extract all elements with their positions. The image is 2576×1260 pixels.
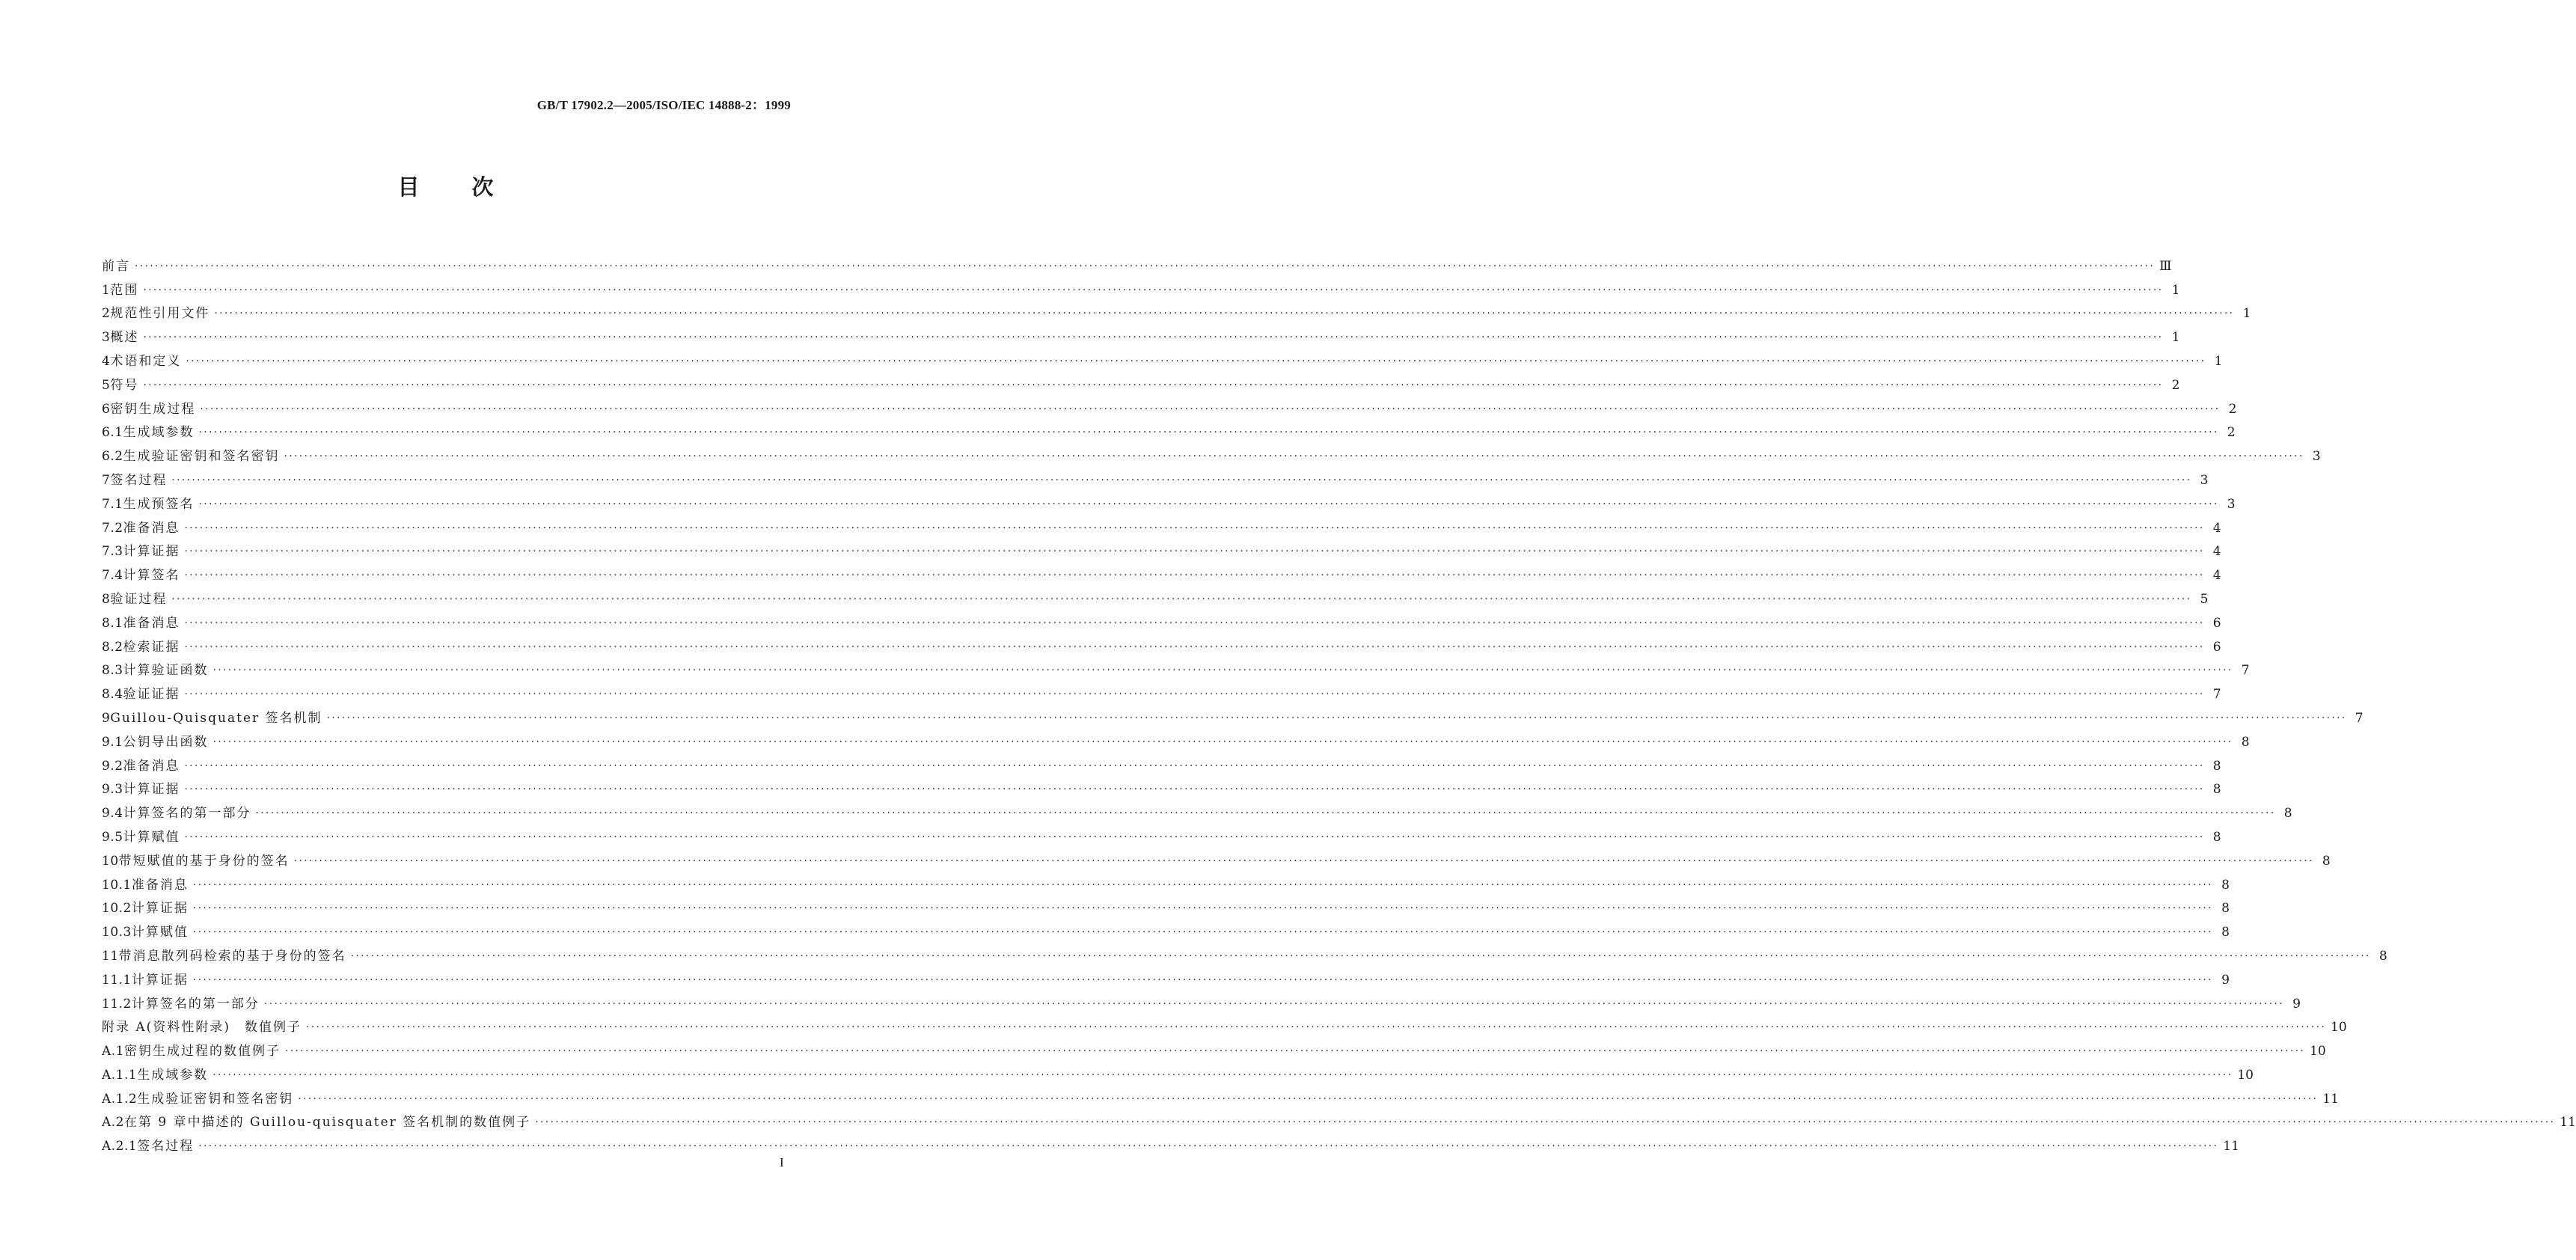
toc-entry[interactable] [102,298,2251,322]
toc-entry-label: 签名过程 [110,472,168,488]
toc-entry[interactable] [102,916,2230,941]
toc-entry-page: 5 [2200,591,2209,607]
toc-entry-number: 11.1 [102,972,132,988]
toc-entry-label: 准备消息 [123,520,180,536]
toc-entry-label: 签名过程 [137,1139,195,1155]
toc-entry[interactable] [102,1035,2326,1059]
toc-leader-dots: ················································································································································································································································································································································································································ [143,331,2164,344]
page-number: I [780,1155,784,1169]
toc-entry[interactable] [102,893,2230,917]
toc-entry-label: 计算赋值 [123,829,180,845]
toc-entry-number: 7.2 [102,520,123,536]
toc-entry-page: 6 [2212,615,2221,631]
toc-entry-number: 10.1 [102,877,132,893]
toc-leader-dots: ················································································································································································································································································································································································································ [184,640,2205,653]
toc-entry-number: A.1.1 [102,1067,138,1083]
toc-entry[interactable] [102,869,2230,893]
toc-entry-label: 生成预签名 [123,496,195,512]
toc-entry-page: 10 [2310,1044,2326,1059]
toc-entry[interactable] [102,940,2387,964]
toc-entry-number: 7.4 [102,568,123,584]
toc-entry[interactable] [102,512,2221,536]
toc-leader-dots: ················································································································································································································································································································································································································ [186,355,2206,367]
toc-entry-label: 准备消息 [123,615,180,631]
toc-entry-page: 9 [2221,972,2230,988]
toc-leader-dots: ················································································································································································································································································································································································································ [143,284,2164,296]
toc-entry-label: 计算证据 [131,901,189,917]
toc-entry-page: 8 [2322,853,2331,869]
toc-entry[interactable] [102,797,2292,822]
toc-leader-dots: ················································································································································································································································································································································································································ [184,831,2205,843]
toc-entry-number: 9.5 [102,829,123,845]
toc-entry[interactable] [102,1130,2239,1155]
toc-entry-page: 6 [2212,639,2221,655]
toc-entry-number: 8.2 [102,639,123,655]
table-of-contents [102,250,2576,1155]
toc-entry[interactable] [102,274,2180,298]
toc-entry-page: 11 [2322,1091,2339,1107]
toc-entry-page: 9 [2292,996,2301,1012]
toc-leader-dots: ················································································································································································································································································································································································································ [192,902,2213,915]
toc-entry-page: 1 [2242,306,2251,322]
toc-entry[interactable] [102,964,2230,988]
toc-entry-label: 生成域参数 [137,1067,209,1083]
toc-entry-number: 7 [102,472,111,488]
toc-entry[interactable] [102,607,2221,631]
toc-entry-number: A.2.1 [102,1139,138,1155]
toc-leader-dots: ················································································································································································································································································································································································································ [184,569,2205,582]
toc-entry-page: 8 [2221,877,2230,893]
toc-entry[interactable] [102,631,2221,655]
toc-entry-number: 8.3 [102,663,123,679]
toc-leader-dots: ················································································································································································································································································································································································································ [143,379,2164,391]
toc-entry-page: 8 [2283,806,2292,822]
toc-entry-number: 4 [102,353,111,369]
toc-entry-number: 10.3 [102,925,132,941]
toc-leader-dots: ················································································································································································································································································································································································································ [184,783,2205,796]
toc-entry[interactable] [102,393,2237,417]
toc-entry[interactable] [102,488,2236,512]
toc-leader-dots: ················································································································································································································································································································································································································ [326,712,2347,724]
toc-entry-label: 带短赋值的基于身份的签名 [118,853,290,869]
toc-entry-page: 11 [2560,1115,2576,1131]
toc-entry-label: 生成域参数 [123,425,195,441]
toc-entry-page: 8 [2212,782,2221,798]
toc-entry-number: 6 [102,401,111,417]
toc-entry[interactable] [102,345,2223,369]
toc-entry-number: 8 [102,591,111,607]
toc-entry-label: 概述 [110,330,139,346]
toc-entry-number: 9.4 [102,806,123,822]
toc-leader-dots: ················································································································································································································································································································································································································ [198,1140,2219,1153]
toc-entry[interactable] [102,1059,2254,1083]
toc-entry-label: 验证证据 [123,687,180,703]
toc-entry[interactable] [102,1083,2339,1107]
toc-entry-label: 密钥生成过程的数值例子 [124,1044,281,1059]
toc-entry-label: 计算签名的第一部分 [123,806,251,822]
toc-entry-number: 2 [102,306,111,322]
toc-leader-dots: ················································································································································································································································································································································································································ [214,308,2235,320]
toc-entry-page: 4 [2212,520,2221,536]
toc-leader-dots: ················································································································································································································································································································································································································ [184,688,2205,701]
toc-entry-number: 10.2 [102,901,132,917]
toc-leader-dots: ················································································································································································································································································································································································································ [135,260,2156,272]
toc-entry[interactable] [102,559,2221,584]
toc-entry-number: 9 [102,710,111,726]
toc-entry-page: 7 [2212,687,2221,703]
standard-code-header: GB/T 17902.2—2005/ISO/IEC 14888-2：1999 [536,98,791,112]
toc-entry-number: 8.1 [102,615,123,631]
toc-entry-label: 密钥生成过程 [110,401,196,417]
toc-entry-label: 计算证据 [131,972,189,988]
toc-entry-page: 10 [2237,1067,2254,1083]
toc-entry-label: 附录 A(资料性附录) 数值例子 [102,1020,302,1036]
toc-entry-page: 4 [2212,544,2221,560]
toc-leader-dots: ················································································································································································································································································································································································································ [255,807,2276,820]
toc-entry[interactable] [102,1107,2576,1131]
toc-entry-number: 9.3 [102,782,123,798]
toc-leader-dots: ················································································································································································································································································································································································································ [192,926,2213,939]
toc-entry-page: 3 [2200,472,2209,488]
toc-entry-page: Ⅲ [2159,258,2172,274]
toc-entry-page: 7 [2241,663,2250,679]
toc-entry-label: 术语和定义 [110,353,182,369]
toc-entry-page: 3 [2227,496,2236,512]
toc-entry-page: 8 [2221,901,2230,917]
toc-leader-dots: ················································································································································································································································································································································································································ [293,854,2314,867]
toc-entry-label: 生成验证密钥和签名密钥 [123,449,280,465]
toc-entry-number: A.1 [102,1044,124,1059]
toc-entry-page: 8 [2212,829,2221,845]
toc-leader-dots: ················································································································································································································································································································································································································ [184,617,2205,629]
toc-entry[interactable] [102,726,2250,750]
toc-entry-page: 1 [2171,330,2180,346]
toc-entry-page: 10 [2331,1020,2347,1036]
toc-entry-label: 带消息散列码检索的基于身份的签名 [118,948,346,964]
toc-leader-dots: ················································································································································································································································································································································································································ [305,1021,2327,1034]
toc-entry-label: 符号 [110,377,139,393]
toc-entry-label: 计算验证函数 [123,663,209,679]
toc-entry-number: 11 [102,948,119,964]
page-title-char-1: 目 [397,174,420,200]
toc-entry[interactable] [102,369,2180,393]
toc-leader-dots: ················································································································································································································································································································································································································ [212,735,2233,748]
toc-entry-number: 7.3 [102,544,123,560]
toc-entry[interactable] [102,464,2209,488]
toc-leader-dots: ················································································································································································································································································································································································································ [285,1045,2306,1058]
toc-entry-label: 检索证据 [123,639,180,655]
toc-entry-number: 9.1 [102,734,123,750]
toc-entry-page: 8 [2241,734,2250,750]
toc-entry-label: 计算签名 [123,568,180,584]
toc-entry-label: 前言 [102,258,130,274]
toc-entry-number: 10 [102,853,119,869]
toc-entry[interactable] [102,988,2301,1012]
toc-entry[interactable] [102,845,2331,869]
toc-entry-page: 7 [2355,710,2364,726]
toc-leader-dots: ················································································································································································································································································································································································································ [263,997,2284,1010]
toc-leader-dots: ················································································································································································································································································································································································································ [192,973,2213,986]
toc-entry-label: 在第 9 章中描述的 Guillou-quisquater 签名机制的数值例子 [124,1115,531,1131]
toc-entry-page: 11 [2223,1139,2239,1155]
toc-entry-page: 4 [2212,568,2221,584]
toc-entry[interactable] [102,440,2321,465]
toc-leader-dots: ················································································································································································································································································································································································································ [184,545,2205,558]
toc-entry-label: 规范性引用文件 [110,306,210,322]
toc-entry[interactable] [102,417,2236,441]
toc-leader-dots: ················································································································································································································································································································································································································ [284,450,2304,463]
toc-entry-page: 1 [2214,353,2223,369]
toc-entry[interactable] [102,1012,2347,1036]
toc-entry-number: 8.4 [102,687,123,703]
toc-leader-dots: ················································································································································································································································································································································································································ [535,1116,2556,1129]
toc-leader-dots: ················································································································································································································································································································································································································ [184,759,2205,772]
toc-entry-page: 1 [2171,282,2180,298]
toc-entry-number: 9.2 [102,758,123,774]
toc-entry-label: 计算签名的第一部分 [131,996,260,1012]
toc-entry-number: 6.2 [102,449,123,465]
toc-entry[interactable] [102,536,2221,560]
toc-entry[interactable] [102,774,2221,798]
toc-entry[interactable] [102,250,2172,274]
toc-entry-page: 8 [2378,948,2387,964]
toc-entry-number: 1 [102,282,111,298]
toc-leader-dots: ················································································································································································································································································································································································································ [350,949,2371,962]
toc-leader-dots: ················································································································································································································································································································································································································ [298,1092,2319,1105]
toc-entry-number: 6.1 [102,425,123,441]
toc-entry-number: 11.2 [102,996,132,1012]
toc-entry-label: 计算证据 [123,544,180,560]
toc-entry-page: 2 [2171,377,2180,393]
toc-entry-label: 准备消息 [123,758,180,774]
toc-leader-dots: ················································································································································································································································································································································································································ [198,426,2219,439]
toc-leader-dots: ················································································································································································································································································································································································································ [192,878,2213,891]
toc-entry-label: 计算证据 [123,782,180,798]
toc-entry-label: 范围 [110,282,139,298]
toc-entry-page: 8 [2212,758,2221,774]
toc-entry[interactable] [102,655,2250,679]
toc-leader-dots: ················································································································································································································································································································································································································ [200,403,2221,415]
page-title [0,171,891,201]
toc-leader-dots: ················································································································································································································································································································································································································ [212,664,2233,677]
toc-entry[interactable] [102,750,2221,774]
toc-entry-page: 2 [2227,425,2236,441]
toc-entry-number: A.2 [102,1115,124,1131]
toc-entry-label: 公钥导出函数 [123,734,209,750]
toc-leader-dots: ················································································································································································································································································································································································································ [212,1068,2233,1081]
toc-entry-label: 准备消息 [131,877,189,893]
toc-entry-label: 计算赋值 [131,925,189,941]
toc-entry[interactable] [102,821,2221,845]
toc-entry-number: A.1.2 [102,1091,138,1107]
toc-leader-dots: ················································································································································································································································································································································································································ [198,498,2219,510]
toc-leader-dots: ················································································································································································································································································································································································································ [184,522,2205,534]
toc-entry[interactable] [102,702,2364,726]
toc-entry-page: 2 [2228,401,2237,417]
toc-entry-label: Guillou-Quisquater 签名机制 [110,710,322,726]
toc-entry-page: 3 [2312,449,2321,465]
toc-entry-number: 5 [102,377,111,393]
toc-leader-dots: ················································································································································································································································································································································································································ [171,474,2192,486]
toc-entry[interactable] [102,678,2221,703]
toc-leader-dots: ················································································································································································································································································································································································································ [171,593,2192,605]
page-title-char-2: 次 [471,174,494,200]
toc-entry[interactable] [102,583,2209,607]
toc-entry-number: 3 [102,330,111,346]
toc-entry-label: 验证过程 [110,591,168,607]
toc-entry-page: 8 [2221,925,2230,941]
toc-entry-label: 生成验证密钥和签名密钥 [137,1091,294,1107]
toc-entry-number: 7.1 [102,496,123,512]
toc-entry[interactable] [102,321,2180,346]
